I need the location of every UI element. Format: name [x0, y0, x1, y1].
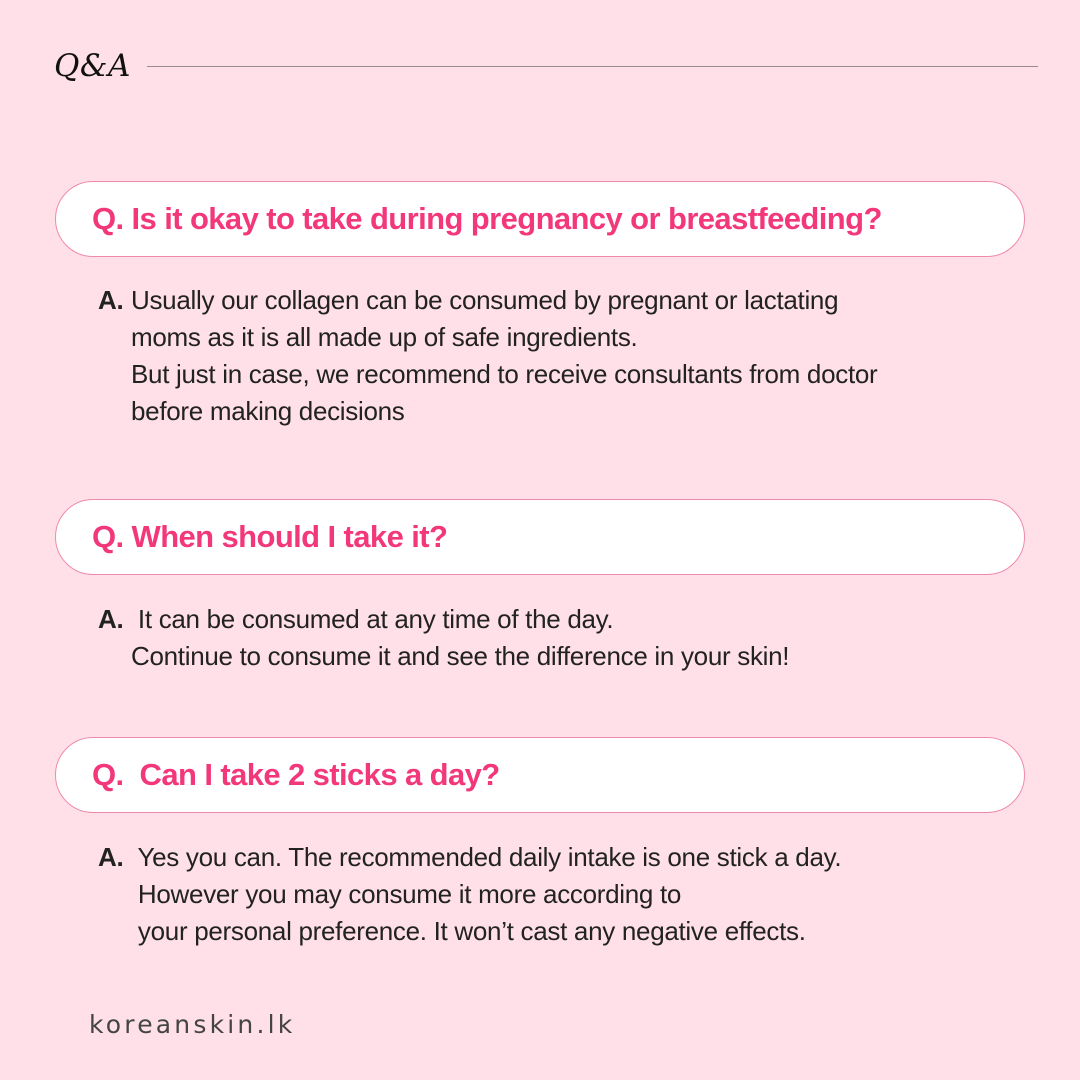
header-divider: [147, 66, 1038, 67]
question-text: Q. When should I take it?: [92, 519, 448, 554]
answer-line: It can be consumed at any time of the day.: [131, 604, 614, 634]
answer-line: Yes you can. The recommended daily intake is one stick a day.: [131, 842, 842, 872]
answer-line: Usually our collagen can be consumed by pregnant or lactating: [131, 285, 839, 315]
answer-line: Continue to consume it and see the difference in your skin!: [131, 641, 790, 671]
answer-line: before making decisions: [131, 396, 405, 426]
page-header: [54, 44, 1038, 88]
brand-footer: koreanskin.lk: [89, 1010, 296, 1039]
question-card-timing: [55, 499, 1025, 575]
answer-line: However you may consume it more according to: [131, 879, 682, 909]
answer-block-timing: [98, 601, 998, 675]
answer-block-dosage: [98, 839, 998, 950]
question-text: Q. Is it okay to take during pregnancy or breastfeeding?: [92, 201, 882, 236]
answer-line: moms as it is all made up of safe ingredients.: [131, 322, 638, 352]
question-card-pregnancy: [55, 181, 1025, 257]
page-title: Q&A: [54, 48, 131, 84]
answer-line: But just in case, we recommend to receive consultants from doctor: [131, 359, 878, 389]
question-card-dosage: [55, 737, 1025, 813]
answer-text: [131, 282, 877, 430]
answer-line: your personal preference. It won’t cast any negative effects.: [131, 916, 806, 946]
answer-prefix: A.: [98, 842, 124, 872]
answer-text: [131, 839, 841, 950]
answer-prefix: A.: [98, 604, 124, 634]
answer-prefix: A.: [98, 285, 124, 315]
question-text: Q. Can I take 2 sticks a day?: [92, 757, 500, 792]
answer-text: [131, 601, 789, 675]
answer-block-pregnancy: [98, 282, 998, 430]
